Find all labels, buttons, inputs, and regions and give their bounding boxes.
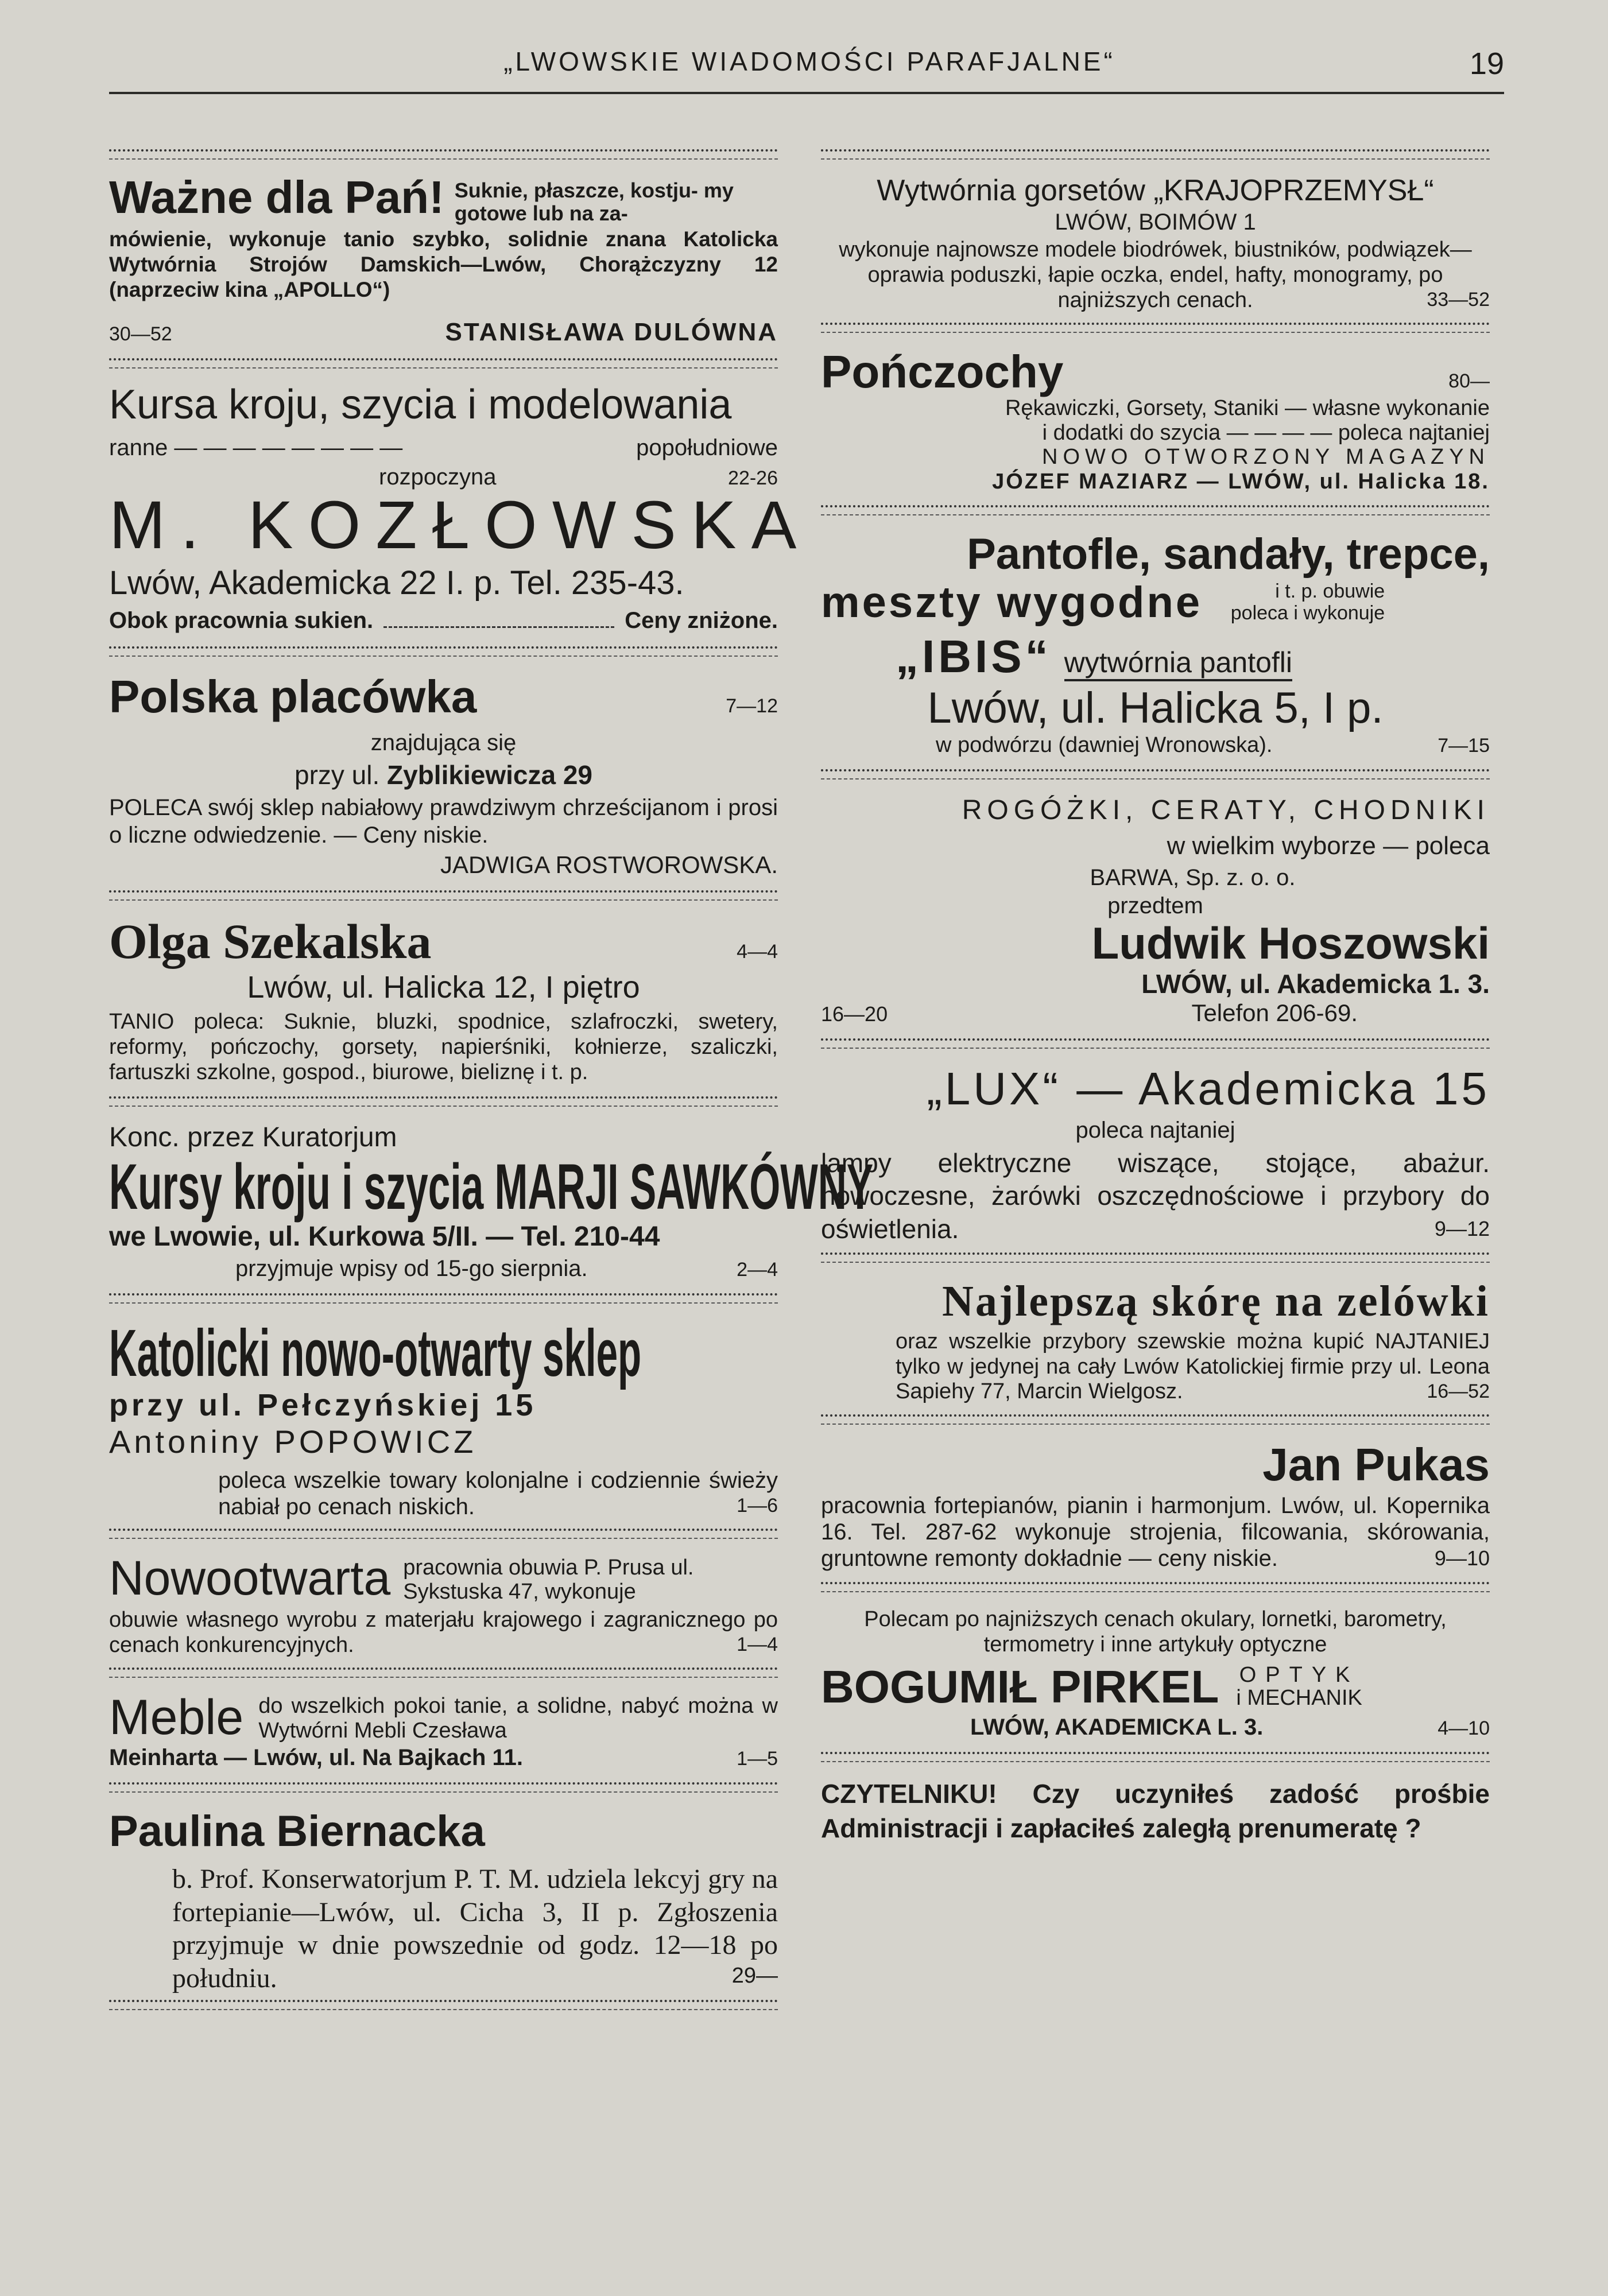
ad-text: Rękawiczki, Gorsety, Staniki — własne wykonanie — [1005, 396, 1490, 421]
ornament-divider — [109, 646, 778, 657]
ornament-divider — [821, 149, 1490, 160]
page-header-title: „LWOWSKIE WIADOMOŚCI PARAFJALNE“ — [503, 46, 1115, 76]
ad-signature: JADWIGA ROSTWOROWSKA. — [440, 851, 778, 879]
ornament-divider — [821, 769, 1490, 779]
ad-side-text: OPTYK — [1239, 1663, 1359, 1688]
ad-ponczochy — [821, 348, 1490, 494]
ad-side-text: Suknie, płaszcze, kostju- my gotowe lub na za- — [454, 179, 734, 225]
ad-body: Meinharta — Lwów, ul. Na Bajkach 11. — [109, 1745, 523, 1771]
ad-side-text: i t. p. obuwie poleca i wykonuje — [1230, 580, 1385, 624]
ad-body: wykonuje najnowsze modele biodrówek, biustników, podwiązek—oprawia poduszki, łapie oczka, endel, hafty, monogramy, po najniższych cenach. — [839, 238, 1472, 312]
ad-lux — [821, 1064, 1490, 1242]
ad-signature: STANISŁAWA DULÓWNA — [445, 318, 778, 347]
ad-kursy-sawkowny — [109, 1122, 874, 1282]
ad-body: mówienie, wykonuje tanio szybko, solidnie znana Katolicka Wytwórnia Strojów Damskich—Lwów, Chorążczyzny 12 (naprzeciw kina „APOLLO“) — [109, 227, 778, 301]
ornament-divider — [821, 1752, 1490, 1762]
ad-meble — [109, 1690, 778, 1771]
ad-code: 9—10 — [1434, 1546, 1490, 1570]
ad-body: obuwie własnego wyrobu z materjału krajowego i zagranicznego po cenach konkurencyjnych. — [109, 1607, 778, 1657]
ad-text: popołudniowe — [636, 435, 778, 460]
ad-heading: Ważne dla Pań! — [109, 172, 444, 223]
ornament-divider — [109, 1529, 778, 1539]
ad-code: 1—5 — [737, 1748, 778, 1770]
ornament-divider — [109, 1667, 778, 1678]
ad-text: Obok pracownia sukien. — [109, 608, 374, 634]
ad-heading: Polska placówka — [109, 671, 477, 723]
ad-subheading: poleca najtaniej — [1075, 1117, 1235, 1143]
ad-text: w wielkim wyborze — poleca — [1167, 832, 1490, 860]
ad-skora-wielgosz — [821, 1278, 1490, 1403]
ad-text: JÓZEF MAZIARZ — LWÓW, ul. Halicka 18. — [992, 469, 1490, 494]
ad-code: 4—10 — [1437, 1717, 1490, 1740]
ad-address: we Lwowie, ul. Kurkowa 5/II. — Tel. 210-44 — [109, 1221, 660, 1252]
ad-heading: Katolicki nowo-otwarty sklep — [109, 1316, 642, 1391]
ad-heading: Kursa kroju, szycia i modelowania — [109, 382, 732, 428]
ornament-divider — [821, 1582, 1490, 1592]
ad-code: 2—4 — [737, 1259, 778, 1281]
ad-polska-placowka — [109, 672, 778, 879]
ad-katolicki-sklep — [109, 1316, 778, 1520]
ad-side-text: pracownia obuwia P. Prusa ul. Sykstuska 47, wykonuje — [403, 1556, 694, 1604]
ad-code: 16—52 — [1427, 1380, 1490, 1402]
ad-brand: „IBIS“ — [896, 630, 1052, 682]
ad-text: BARWA, Sp. z. o. o. — [1090, 865, 1296, 891]
ad-text: rozpoczyna — [379, 464, 497, 490]
notice-czytelniku — [821, 1777, 1490, 1846]
ornament-divider — [821, 1038, 1490, 1049]
ad-body: oraz wszelkie przybory szewskie można kupić NAJTANIEJ tylko w jedynej na cały Lwów Katolickiej firmie przy ul. Leona Sapiehy 77, Marcin Wielgosz. — [896, 1329, 1490, 1404]
ad-olga-szekalska — [109, 916, 778, 1085]
ad-heading: Najlepszą skórę na zelówki — [941, 1277, 1490, 1326]
ad-heading: Pończochy — [821, 346, 1064, 398]
ad-text: Konc. przez Kuratorjum — [109, 1122, 397, 1153]
ad-code: 9—12 — [1434, 1217, 1490, 1241]
ad-wazne-dla-pan — [109, 174, 778, 347]
ad-body: poleca wszelkie towary kolonjalne i codziennie świeży nabiał po cenach niskich. — [218, 1468, 778, 1520]
ad-body: TANIO poleca: Suknie, bluzki, spodnice, szlafroczki, swetery, reformy, pończochy, gorsety, napierśniki, kołnierze, szaliczki, fartuszki szkolne, gospod., biurowe, bieliznę i t. p. — [109, 1010, 778, 1084]
ad-code: 7—15 — [1437, 735, 1490, 757]
ad-text: znajdująca się — [370, 730, 517, 756]
ad-text: NOWO OTWORZONY MAGAZYN — [1042, 445, 1490, 470]
ad-text: Ceny zniżone. — [625, 608, 778, 634]
ad-code: 16—20 — [821, 1002, 888, 1026]
ad-body: b. Prof. Konserwatorjum P. T. M. udziela lekcyj gry na fortepianie—Lwów, ul. Cicha 3, II p. Zgłoszenia przyjmuje w dnie powszednie od godz. 12—18 po południu. — [172, 1864, 778, 1994]
ad-brand-sub: wytwórnia pantofli — [1064, 646, 1292, 681]
ad-text: ranne — — — — — — — — — [109, 435, 403, 460]
ad-heading: Nowootwarta — [109, 1551, 391, 1605]
ad-code: 30—52 — [109, 323, 172, 346]
ad-text: w podwórzu (dawniej Wronowska). — [936, 733, 1273, 758]
ornament-divider — [109, 1293, 778, 1304]
ad-bogumil-pirkel — [821, 1607, 1490, 1740]
ad-intro: Polecam po najniższych cenach okulary, lornetki, barometry, termometry i inne artykuły optyczne — [864, 1607, 1447, 1657]
ad-code: 33—52 — [1427, 289, 1490, 311]
ad-address: LWÓW, AKADEMICKA L. 3. — [970, 1715, 1264, 1740]
ad-code: 1—4 — [737, 1634, 778, 1656]
ad-code: 29— — [731, 1964, 778, 1988]
ornament-divider — [109, 1782, 778, 1793]
ad-text: Antoniny POPOWICZ — [109, 1424, 477, 1460]
ornament-divider — [109, 890, 778, 901]
right-column — [821, 138, 1490, 1846]
ad-body: pracownia fortepianów, pianin i harmonjum. Lwów, ul. Kopernika 16. Tel. 287-62 wykonuje strojenia, filcowania, skórowania, gruntowne remonty dokładnie — ceny niskie. — [821, 1492, 1490, 1571]
ad-heading: Jan Pukas — [1262, 1438, 1490, 1490]
ad-heading: Meble — [109, 1690, 244, 1746]
ad-heading: Paulina Biernacka — [109, 1807, 485, 1856]
ad-body: lampy elektryczne wiszące, stojące, abażur. nowoczesne, żarówki oszczędnościowe i przybory do oświetlenia. — [821, 1147, 1490, 1244]
ad-code: 7—12 — [726, 695, 778, 718]
ad-paulina-biernacka — [109, 1807, 778, 1994]
ad-heading: Kursy kroju i szycia MARJI SAWKÓWNY — [109, 1151, 874, 1223]
ad-side-text: i MECHANIK — [1236, 1686, 1362, 1711]
ad-jan-pukas — [821, 1440, 1490, 1570]
header-rule — [109, 92, 1504, 94]
ad-address: Lwów, ul. Halicka 12, I piętro — [247, 970, 640, 1005]
ad-body: POLECA swój sklep nabiałowy prawdziwym chrześcijanom i prosi o liczne odwiedzenie. — Ceny niskie. — [109, 795, 778, 848]
ad-text: przy ul. — [294, 760, 380, 790]
ad-heading: Wytwórnia gorsetów „KRAJOPRZEMYSŁ“ — [877, 174, 1434, 207]
ad-heading: meszty wygodne — [821, 578, 1203, 627]
ad-address: LWÓW, ul. Akademicka 1. 3. — [1141, 968, 1490, 999]
ad-heading: Pantofle, sandały, trepce, — [967, 530, 1490, 579]
ad-name: BOGUMIŁ PIRKEL — [821, 1661, 1219, 1713]
ad-text: przyjmuje wpisy od 15-go sierpnia. — [235, 1256, 588, 1282]
ad-name: Ludwik Hoszowski — [1091, 918, 1490, 969]
ad-heading: Olga Szekalska — [109, 914, 432, 969]
notice-text: CZYTELNIKU! Czy uczyniłeś zadość prośbie Administracji i zapłaciłeś zaległą prenumeratę ? — [821, 1779, 1490, 1844]
ad-kursa-kroju — [109, 382, 812, 635]
ornament-divider — [109, 149, 778, 160]
ad-rogozki-hoszowski — [821, 794, 1490, 1027]
ornament-divider — [109, 1096, 778, 1107]
rule-line — [383, 626, 614, 628]
ad-address: Lwów, Akademicka 22 I. p. Tel. 235-43. — [109, 564, 684, 602]
ad-code: 1—6 — [737, 1495, 778, 1517]
ad-heading: „LUX“ — Akademicka 15 — [927, 1062, 1490, 1114]
ad-subheading: LWÓW, BOIMÓW 1 — [1055, 210, 1256, 235]
ornament-divider — [821, 1252, 1490, 1263]
ad-nowootwarta — [109, 1551, 778, 1657]
ad-name: M. KOZŁOWSKA — [109, 487, 812, 563]
ad-text: przy ul. Pełczyńskiej 15 — [109, 1388, 537, 1423]
ornament-divider — [821, 505, 1490, 515]
ad-krajoprzemysl — [821, 174, 1490, 311]
ad-heading: ROGÓŻKI, CERATY, CHODNIKI — [962, 795, 1490, 826]
ad-code: 4—4 — [737, 941, 778, 963]
ornament-divider — [821, 1414, 1490, 1425]
ornament-divider — [109, 2000, 778, 2010]
ad-address: Lwów, ul. Halicka 5, I p. — [927, 683, 1384, 732]
ad-side-text: do wszelkich pokoi tanie, a solidne, nabyć można w Wytwórni Mebli Czesława — [258, 1694, 778, 1743]
page-number: 19 — [1469, 46, 1504, 81]
ornament-divider — [109, 358, 778, 369]
ad-text: przedtem — [1107, 893, 1203, 919]
ad-ibis — [821, 530, 1490, 758]
ad-text: i dodatki do szycia — — — — poleca najtaniej — [1042, 420, 1490, 445]
ad-code: 80— — [1448, 370, 1490, 393]
ad-phone: Telefon 206-69. — [1191, 999, 1358, 1026]
ad-street: Zyblikiewicza 29 — [387, 760, 592, 790]
ad-code: 22-26 — [728, 467, 778, 489]
ornament-divider — [821, 323, 1490, 333]
